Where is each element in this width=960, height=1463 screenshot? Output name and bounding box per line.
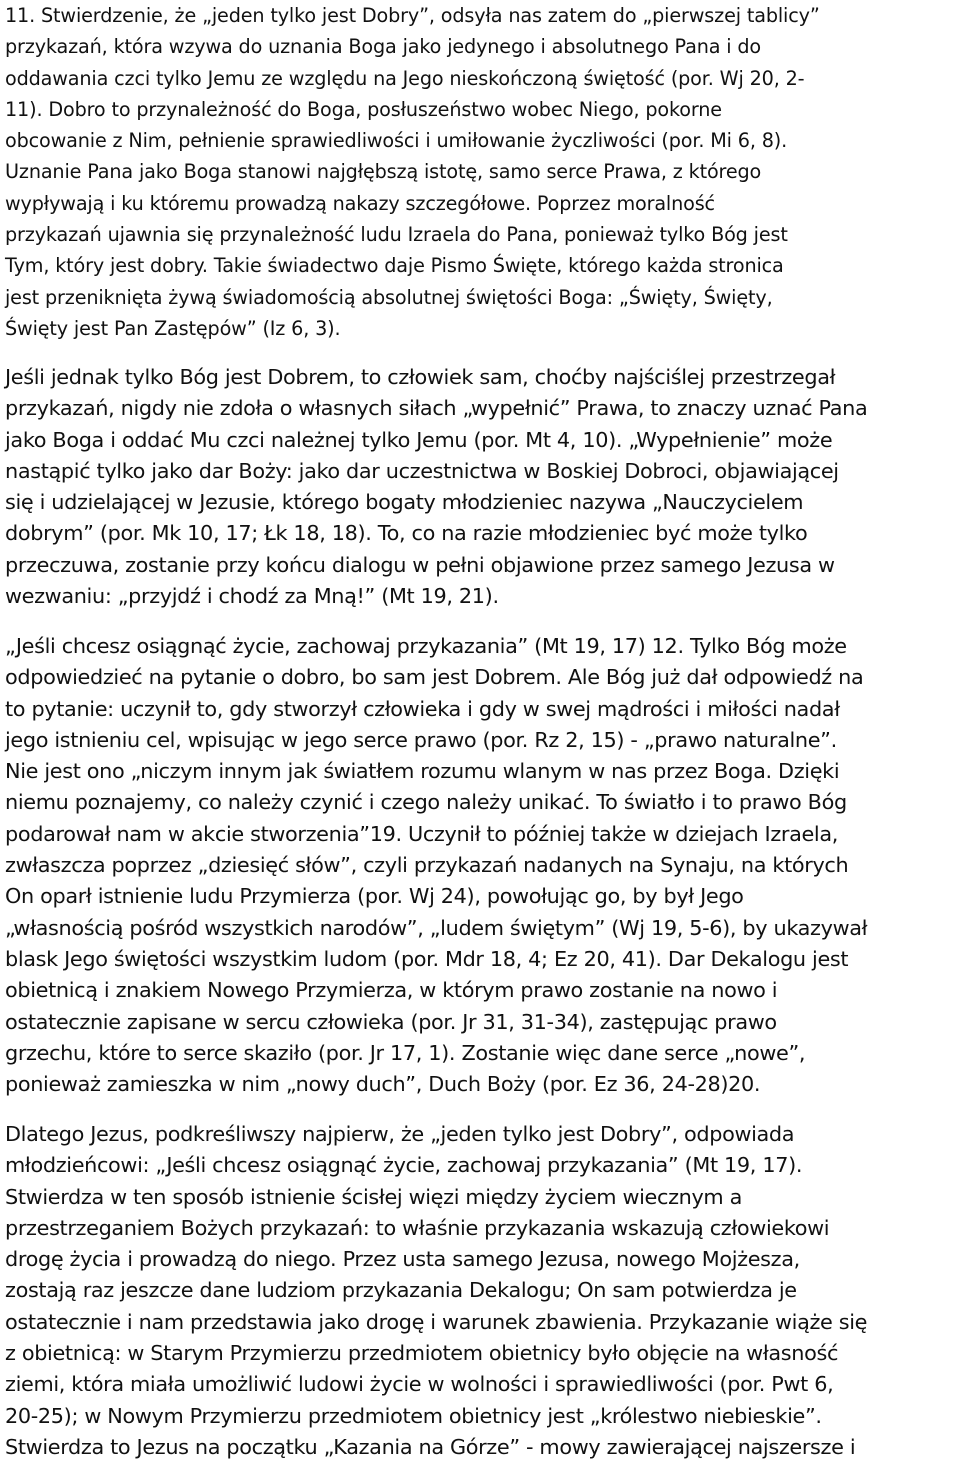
paragraph-fulfilment	[5, 362, 955, 612]
text-line: On oparł istnienie ludu Przymierza (por. Wj 24), powołując go, by był Jego	[5, 884, 744, 909]
text-line: podarował nam w akcie stworzenia”19. Uczynił to później także w dziejach Izraela,	[5, 821, 839, 846]
text-line: odpowiedzieć na pytanie o dobro, bo sam jest Dobrem. Ale Bóg już dał odpowiedź na	[5, 665, 864, 690]
text-line: wypływają i ku któremu prowadzą nakazy szczegółowe. Poprzez moralność	[5, 191, 715, 215]
text-line: 20-25); w Nowym Przymierzu przedmiotem obietnicy jest „królestwo niebieskie”.	[5, 1403, 822, 1428]
text-line: Stwierdza w ten sposób istnienie ścisłej więzi między życiem wiecznym a	[5, 1184, 742, 1209]
text-line: ziemi, która miała umożliwić ludowi życie w wolności i sprawiedliwości (por. Pwt 6,	[5, 1372, 834, 1397]
text-line: młodzieńcowi: „Jeśli chcesz osiągnąć życie, zachowaj przykazania” (Mt 19, 17).	[5, 1153, 803, 1178]
text-line: przykazań, która wzywa do uznania Boga jako jedynego i absolutnego Pana i do	[5, 35, 762, 59]
text-line: Uznanie Pana jako Boga stanowi najgłębszą istotę, samo serce Prawa, z którego	[5, 160, 762, 184]
text-line: Dlatego Jezus, podkreśliwszy najpierw, że „jeden tylko jest Dobry”, odpowiada	[5, 1122, 795, 1146]
text-line: 11. Stwierdzenie, że „jeden tylko jest Dobry”, odsyła nas zatem do „pierwszej tablicy”	[5, 4, 820, 27]
text-line: się i udzielającej w Jezusie, którego bogaty młodzieniec nazywa „Nauczycielem	[5, 490, 804, 515]
text-line: przykazań ujawnia się przynależność ludu Izraela do Pana, ponieważ tylko Bóg jest	[5, 223, 788, 247]
text-line: ponieważ zamieszka w nim „nowy duch”, Duch Boży (por. Ez 36, 24-28)20.	[5, 1072, 761, 1097]
text-line: ostatecznie zapisane w sercu człowieka (por. Jr 31, 31-34), zastępując prawo	[5, 1009, 777, 1034]
text-line: oddawania czci tylko Jemu ze względu na Jego nieskończoną świętość (por. Wj 20, 2-	[5, 66, 805, 90]
text-line: obcowanie z Nim, pełnienie sprawiedliwości i umiłowanie życzliwości (por. Mi 6, 8).	[5, 129, 788, 153]
text-line: jego istnieniu cel, wpisując w jego serce prawo (por. Rz 2, 15) - „prawo naturalne”.	[5, 727, 837, 752]
text-line: niemu poznajemy, co należy czynić i czego należy unikać. To światło i to prawo Bóg	[5, 790, 847, 815]
text-line: ostatecznie i nam przedstawia jako drogę i warunek zbawienia. Przykazanie wiąże się	[5, 1309, 868, 1334]
text-line: jest przeniknięta żywą świadomością absolutnej świętości Boga: „Święty, Święty,	[5, 285, 773, 309]
text-line: zwłaszcza poprzez „dziesięć słów”, czyli przykazań nadanych na Synaju, na których	[5, 853, 849, 878]
text-line: zostają raz jeszcze dane ludziom przykazania Dekalogu; On sam potwierdza je	[5, 1278, 797, 1303]
text-line: Tym, który jest dobry. Takie świadectwo daje Pismo Święte, którego każda stronica	[5, 254, 784, 278]
text-line: Święty jest Pan Zastępów” (Iz 6, 3).	[5, 316, 341, 340]
text-line: przestrzeganiem Bożych przykazań: to właśnie przykazania wskazują człowiekowi	[5, 1215, 830, 1240]
text-line: jako Boga i oddać Mu czci należnej tylko Jemu (por. Mt 4, 10). „Wypełnienie” może	[5, 427, 833, 452]
text-line: grzechu, które to serce skaziło (por. Jr 17, 1). Zostanie więc dane serce „nowe”,	[5, 1040, 806, 1065]
text-line: nastąpić tylko jako dar Boży: jako dar uczestnictwa w Boskiej Dobroci, objawiającej	[5, 458, 839, 483]
text-line: przeczuwa, zostanie przy końcu dialogu w pełni objawione przez samego Jezusa w	[5, 552, 835, 577]
text-line: Jeśli jednak tylko Bóg jest Dobrem, to człowiek sam, choćby najściślej przestrzegał	[5, 365, 836, 389]
text-line: drogę życia i prowadzą do niego. Przez usta samego Jezusa, nowego Mojżesza,	[5, 1247, 800, 1272]
text-line: wezwaniu: „przyjdź i chodź za Mną!” (Mt 19, 21).	[5, 584, 499, 609]
text-line: „Jeśli chcesz osiągnąć życie, zachowaj przykazania” (Mt 19, 17) 12. Tylko Bóg może	[5, 634, 847, 658]
text-line: Stwierdza to Jezus na początku „Kazania na Górze” - mowy zawierającej najszersze i	[5, 1434, 856, 1459]
paragraph-commandments	[5, 1119, 955, 1463]
text-line: z obietnicą: w Starym Przymierzu przedmiotem obietnicy było objęcie na własność	[5, 1341, 839, 1366]
paragraph-section-12	[5, 631, 955, 1100]
text-line: „własnością pośród wszystkich narodów”, „ludem świętym” (Wj 19, 5-6), by ukazywał	[5, 915, 868, 940]
text-line: blask Jego świętości wszystkim ludom (por. Mdr 18, 4; Ez 20, 41). Dar Dekalogu jest	[5, 946, 849, 971]
text-line: Nie jest ono „niczym innym jak światłem rozumu wlanym w nas przez Boga. Dzięki	[5, 759, 840, 784]
text-line: przykazań, nigdy nie zdoła o własnych siłach „wypełnić” Prawa, to znaczy uznać Pana	[5, 396, 868, 421]
paragraph-section-11	[5, 0, 955, 344]
text-line: obietnicą i znakiem Nowego Przymierza, w którym prawo zostanie na nowo i	[5, 978, 778, 1003]
text-line: 11). Dobro to przynależność do Boga, posłuszeństwo wobec Niego, pokorne	[5, 97, 722, 121]
text-line: to pytanie: uczynił to, gdy stworzył człowieka i gdy w swej mądrości i miłości nadał	[5, 696, 840, 721]
text-line: dobrym” (por. Mk 10, 17; Łk 18, 18). To, co na razie młodzieniec być może tylko	[5, 521, 808, 546]
